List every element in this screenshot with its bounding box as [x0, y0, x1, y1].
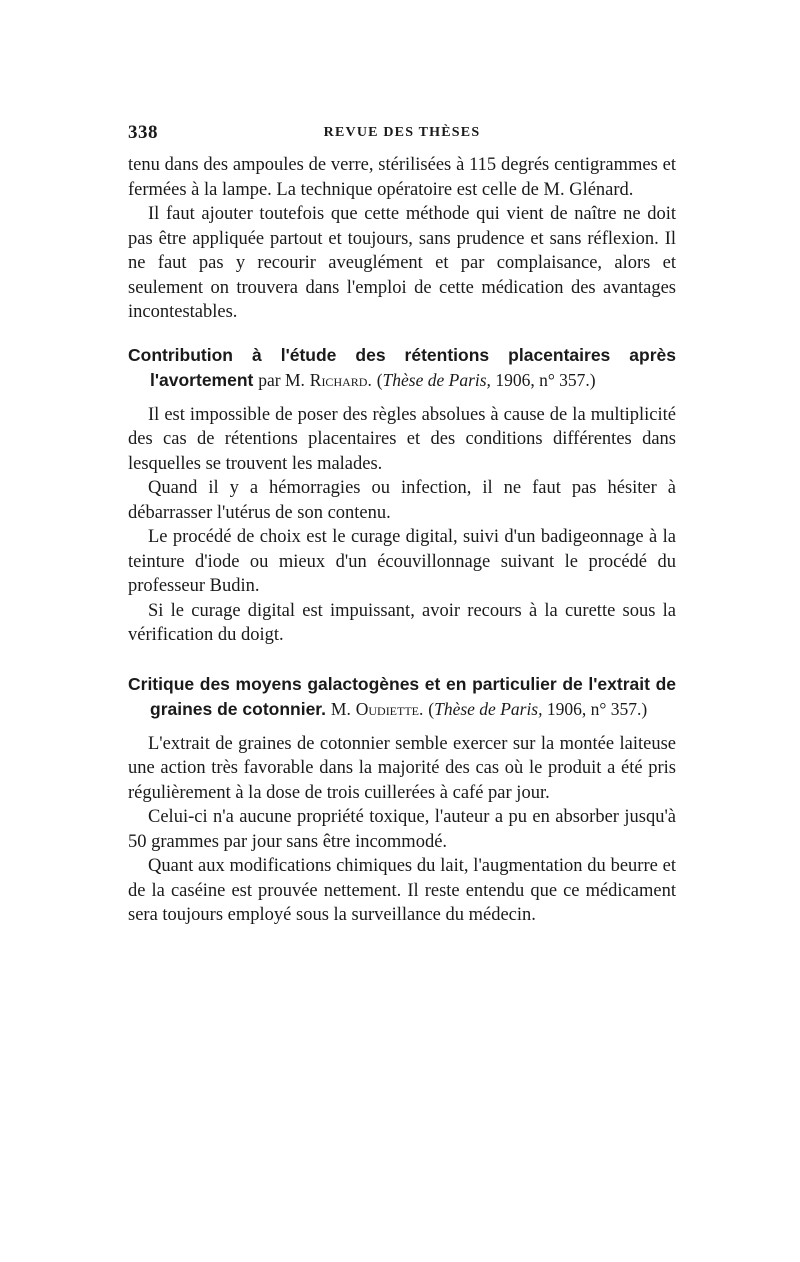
section2-paragraph-2: Celui-ci n'a aucune propriété toxique, l'auteur a pu en absorber jusqu'à 50 grammes par jour sans être incommodé.	[128, 807, 676, 852]
author-prefix: M.	[330, 698, 351, 719]
page-header	[128, 122, 676, 144]
section1-paragraph-3: Le procédé de choix est le curage digital, suivi d'un badigeonnage à la teinture d'iode ou mieux d'un écouvillonnage suivant le procédé du professeur Budin.	[128, 527, 676, 596]
intro-paragraph-1: tenu dans des ampoules de verre, stérilisées à 115 degrés centigrammes et fermées à la lampe. La technique opératoire est celle de M. Glénard.	[128, 155, 676, 200]
citation-open: (	[428, 698, 435, 719]
section1-paragraph-4: Si le curage digital est impuissant, avoir recours à la curette sous la vérification du doigt.	[128, 600, 676, 645]
section2-paragraph-1: L'extrait de graines de cotonnier semble exercer sur la montée laiteuse une action très favorable dans la majorité des cas où le produit a été pris régulièrement à la dose de trois cuillerées à café par jour.	[128, 733, 676, 803]
intro-paragraph-2: Il faut ajouter toutefois que cette méthode qui vient de naître ne doit pas être appliquée partout et toujours, sans prudence et sans réflexion. Il ne faut pas y recourir aveuglément et par complaisance, alors et seulement on trouvera dans l'emploi de cette médication des avantages incontestables.	[128, 204, 676, 322]
citation-number: 1906, n° 357.)	[546, 698, 648, 719]
section-title: Contribution à l'étude des rétentions placentaires après l'avortement	[128, 344, 676, 390]
citation-number: 1906, n° 357.)	[495, 369, 596, 390]
citation-source: Thèse de Paris,	[382, 369, 491, 390]
citation	[377, 370, 596, 390]
citation-open: (	[376, 369, 383, 390]
body-text	[128, 153, 676, 928]
section1-paragraph-2: Quand il y a hémorragies ou infection, il ne faut pas hésiter à débarrasser l'utérus de son contenu.	[128, 478, 676, 523]
author-name: Richard.	[309, 369, 372, 390]
section1-paragraph-1: Il est impossible de poser des règles absolues à cause de la multiplicité des cas de rétentions placentaires et des conditions différentes dans lesquelles se trouvent les malades.	[128, 404, 676, 474]
section-heading-1	[128, 343, 676, 393]
citation	[428, 699, 647, 719]
author-prefix: par M.	[258, 369, 305, 390]
page-number: 338	[128, 122, 158, 143]
section-title: Critique des moyens galactogènes et en particulier de l'extrait de graines de cotonnier.	[128, 673, 676, 719]
section2-paragraph-3: Quant aux modifications chimiques du lait, l'augmentation du beurre et de la caséine est prouvée nettement. Il reste entendu que ce médicament sera toujours employé sous la surveillance du médecin.	[128, 856, 676, 925]
section-heading-2	[128, 672, 676, 722]
running-title: REVUE DES THÈSES	[323, 125, 481, 140]
citation-source: Thèse de Paris,	[434, 698, 543, 719]
author-name: Oudiette.	[355, 698, 424, 719]
